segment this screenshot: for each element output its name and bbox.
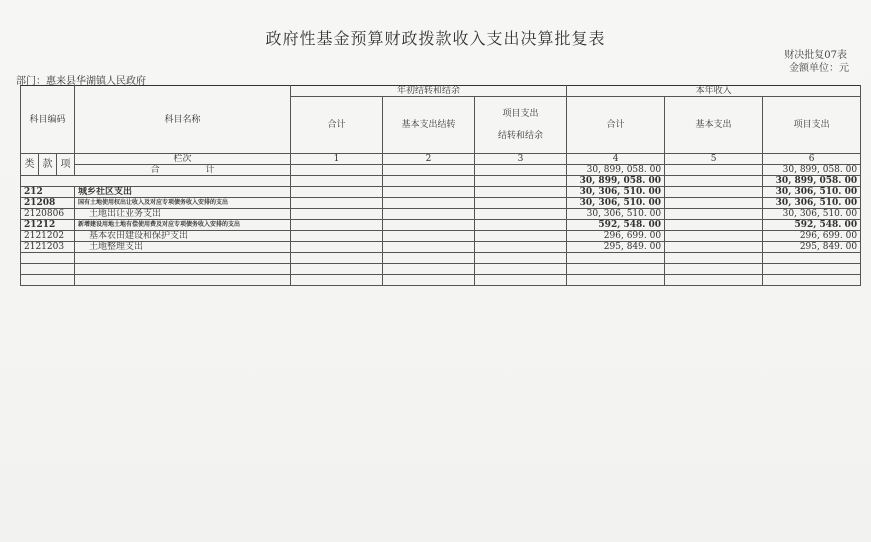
empty-cell — [291, 209, 383, 220]
currency-unit: 金额单位：元 — [789, 63, 849, 74]
empty-cell — [475, 209, 567, 220]
empty-cell — [475, 176, 567, 187]
empty-cell — [665, 275, 763, 286]
header-kuan: 款 — [39, 154, 57, 176]
empty-cell — [665, 176, 763, 187]
empty-cell — [383, 198, 475, 209]
header-opening-group: 年初结转和结余 — [291, 86, 567, 97]
income-project-cell: 30, 306, 510. 00 — [763, 198, 861, 209]
subject-code-cell: 2121203 — [21, 242, 75, 253]
col-num-1: 1 — [291, 154, 383, 165]
empty-cell — [75, 253, 291, 264]
income-total-cell: 30, 306, 510. 00 — [567, 187, 665, 198]
empty-cell — [383, 264, 475, 275]
empty-cell — [291, 242, 383, 253]
subject-code-cell: 2121202 — [21, 231, 75, 242]
empty-cell — [383, 242, 475, 253]
income-total-cell: 30, 306, 510. 00 — [567, 198, 665, 209]
column-index-label: 栏次 — [75, 154, 291, 165]
empty-cell — [567, 275, 665, 286]
empty-cell — [21, 253, 75, 264]
empty-cell — [475, 231, 567, 242]
header-opening-project-line1: 项目支出 — [502, 109, 539, 119]
empty-cell — [665, 242, 763, 253]
col-num-3: 3 — [475, 154, 567, 165]
income-project-cell: 592, 548. 00 — [763, 220, 861, 231]
empty-cell — [475, 253, 567, 264]
income-total-cell: 296, 699. 00 — [567, 231, 665, 242]
empty-cell — [75, 275, 291, 286]
header-income-basic: 基本支出 — [665, 97, 763, 154]
empty-cell — [291, 275, 383, 286]
empty-cell — [291, 176, 383, 187]
subject-name-cell: 新增建设用地土地有偿使用费及对应专项债务收入安排的支出 — [75, 220, 291, 231]
empty-cell — [567, 253, 665, 264]
header-opening-basic: 基本支出结转 — [383, 97, 475, 154]
income-project-cell: 296, 699. 00 — [763, 231, 861, 242]
empty-row — [21, 253, 861, 264]
subject-name-cell: 土地出让业务支出 — [75, 209, 291, 220]
empty-cell — [763, 264, 861, 275]
total-label-left: 合 — [150, 165, 160, 175]
income-project-cell: 295, 849. 00 — [763, 242, 861, 253]
empty-cell — [475, 275, 567, 286]
column-index-row — [21, 154, 861, 165]
empty-cell — [475, 165, 567, 176]
empty-cell — [475, 187, 567, 198]
col-num-6: 6 — [763, 154, 861, 165]
empty-cell — [383, 220, 475, 231]
header-subject-name: 科目名称 — [75, 86, 291, 154]
empty-cell — [291, 198, 383, 209]
empty-cell — [383, 253, 475, 264]
income-total-cell: 30, 306, 510. 00 — [567, 209, 665, 220]
total-income-project: 30, 899, 058. 00 — [763, 176, 861, 187]
header-opening-project-line2: 结转和结余 — [498, 131, 544, 141]
total-income-total: 30, 899, 058. 00 — [567, 176, 665, 187]
empty-cell — [383, 231, 475, 242]
index-values-row — [21, 165, 861, 176]
empty-cell — [665, 220, 763, 231]
income-total-cell: 295, 849. 00 — [567, 242, 665, 253]
total-row-spacer — [21, 176, 291, 187]
empty-cell — [21, 275, 75, 286]
total-row — [21, 176, 861, 187]
empty-cell — [291, 187, 383, 198]
table-row — [21, 231, 861, 242]
empty-cell — [665, 165, 763, 176]
total-label-right: 计 — [205, 165, 215, 175]
table-row — [21, 209, 861, 220]
empty-cell — [383, 187, 475, 198]
table-code: 财决批复07表 — [784, 50, 847, 61]
header-income-project: 项目支出 — [763, 97, 861, 154]
empty-cell — [475, 264, 567, 275]
empty-cell — [75, 264, 291, 275]
subject-code-cell: 21208 — [21, 198, 75, 209]
empty-cell — [291, 264, 383, 275]
table-row — [21, 198, 861, 209]
empty-cell — [291, 165, 383, 176]
empty-cell — [665, 253, 763, 264]
empty-cell — [21, 264, 75, 275]
table-row — [21, 187, 861, 198]
header-income-group: 本年收入 — [567, 86, 861, 97]
header-opening-project — [475, 97, 567, 154]
empty-cell — [665, 231, 763, 242]
subject-code-cell: 212 — [21, 187, 75, 198]
subject-name-cell: 基本农田建设和保护支出 — [75, 231, 291, 242]
empty-cell — [291, 253, 383, 264]
subject-name-cell: 城乡社区支出 — [75, 187, 291, 198]
subject-name-cell: 土地整理支出 — [75, 242, 291, 253]
header-xiang: 项 — [57, 154, 75, 176]
index-income-total: 30, 899, 058. 00 — [567, 165, 665, 176]
empty-cell — [291, 220, 383, 231]
empty-cell — [665, 187, 763, 198]
document-title: 政府性基金预算财政拨款收入支出决算批复表 — [265, 29, 606, 48]
income-project-cell: 30, 306, 510. 00 — [763, 187, 861, 198]
income-project-cell: 30, 306, 510. 00 — [763, 209, 861, 220]
index-income-project: 30, 899, 058. 00 — [763, 165, 861, 176]
empty-row — [21, 264, 861, 275]
department-label: 部门：惠来县华湖镇人民政府 — [16, 76, 146, 87]
header-subject-code: 科目编码 — [21, 86, 75, 154]
header-lei: 类 — [21, 154, 39, 176]
empty-cell — [665, 264, 763, 275]
empty-cell — [475, 220, 567, 231]
empty-cell — [475, 242, 567, 253]
table-row — [21, 242, 861, 253]
empty-cell — [567, 264, 665, 275]
col-num-4 — [567, 154, 665, 165]
empty-cell — [383, 209, 475, 220]
empty-cell — [383, 275, 475, 286]
empty-cell — [383, 165, 475, 176]
col-num-4-label: 4 — [612, 154, 619, 164]
total-label — [75, 165, 291, 176]
empty-cell — [763, 253, 861, 264]
empty-cell — [665, 198, 763, 209]
income-total-cell: 592, 548. 00 — [567, 220, 665, 231]
empty-row — [21, 275, 861, 286]
subject-code-cell: 2120806 — [21, 209, 75, 220]
subject-code-cell: 21212 — [21, 220, 75, 231]
empty-cell — [291, 231, 383, 242]
header-row-1 — [21, 86, 861, 97]
empty-cell — [763, 275, 861, 286]
empty-cell — [383, 176, 475, 187]
col-num-2: 2 — [383, 154, 475, 165]
empty-cell — [475, 198, 567, 209]
empty-cell — [665, 209, 763, 220]
subject-name-cell: 国有土地使用权出让收入及对应专项债务收入安排的支出 — [75, 198, 291, 209]
header-opening-total: 合计 — [291, 97, 383, 154]
budget-table — [20, 85, 861, 286]
table-row — [21, 220, 861, 231]
col-num-5: 5 — [665, 154, 763, 165]
header-income-total: 合计 — [567, 97, 665, 154]
